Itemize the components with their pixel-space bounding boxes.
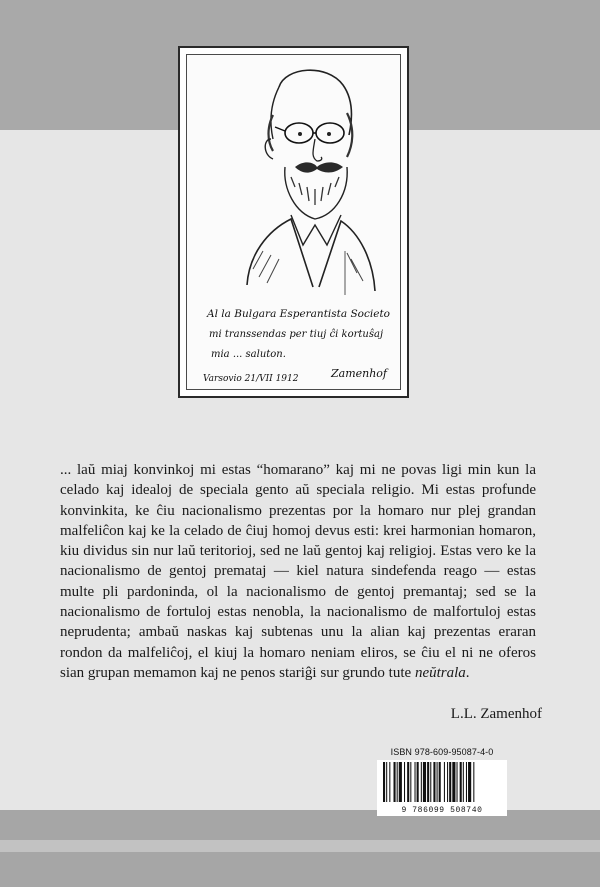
barcode-bar bbox=[399, 762, 402, 802]
barcode bbox=[377, 760, 507, 816]
zamenhof-portrait-drawing bbox=[187, 55, 404, 393]
barcode-bar bbox=[417, 762, 419, 802]
isbn-label: ISBN 978-609-95087-4-0 bbox=[390, 747, 494, 757]
dedication-signature: Zamenhof bbox=[331, 367, 388, 380]
quote-text-end: . bbox=[465, 664, 470, 681]
barcode-bar bbox=[463, 762, 464, 802]
barcode-bar bbox=[407, 762, 409, 802]
barcode-bar bbox=[439, 762, 441, 802]
barcode-bar bbox=[447, 762, 448, 802]
barcode-bar bbox=[394, 762, 396, 802]
barcode-bar bbox=[427, 762, 429, 802]
barcode-bar bbox=[449, 762, 451, 802]
barcode-bar bbox=[430, 762, 431, 802]
barcode-bar bbox=[397, 762, 398, 802]
dedication-line-3: mia ... saluton. bbox=[211, 349, 286, 360]
barcode-bar bbox=[415, 762, 416, 802]
barcode-bar bbox=[421, 762, 422, 802]
barcode-bar bbox=[386, 762, 387, 802]
barcode-bar bbox=[468, 762, 471, 802]
dedication-line-2: mi transsendas per tiuj ĉi kortuŝaj bbox=[209, 329, 384, 340]
barcode-bar bbox=[437, 762, 438, 802]
quote-text-main: ... laŭ miaj konvinkoj mi estas “homarano” kaj mi ne povas ligi min kun la celado kaj idealoj de speciala gento aŭ speciala religio. Mi estas profunde konvinkita, ke ĉiu nacionalismo prezentas por la homaro nur plej grandan malfeliĉon kaj ke la celado de ĉiuj homoj devus esti: krei harmonian homaron, kiu dividus sin nur laŭ teritorioj, sed ne laŭ gentoj kaj religioj. Estas vero ke la nacionalismo de gentoj premataj — kiel natura sindefenda reago — estas multe pli pardoninda, ol la nacionalismo de gentoj premantaj; sed se la nacionalismo de fortuloj estas nenobla, la nacionalismo de malfortuloj estas neprudenta; ambaŭ naskas kaj subtenas unu la alian kaj prezentas eraran rondon da malfeliĉoj, el kiuj la homaro neniam eliros, se ĉiu el ni ne oferos sian grupan memamon kaj ne penos stariĝi sur grundo tute bbox=[60, 462, 536, 681]
barcode-bar bbox=[460, 762, 462, 802]
barcode-bar bbox=[473, 762, 474, 802]
barcode-bar bbox=[457, 762, 458, 802]
author-name: L.L. Zamenhof bbox=[450, 706, 542, 722]
quote-text bbox=[60, 460, 536, 683]
barcode-bar bbox=[433, 762, 435, 802]
barcode-bar bbox=[383, 762, 385, 802]
portrait-card bbox=[186, 54, 401, 390]
quote-italic-word: neŭtrala bbox=[414, 664, 466, 681]
barcode-bar bbox=[466, 762, 467, 802]
quote-paragraph bbox=[60, 460, 536, 683]
portrait-frame bbox=[178, 46, 409, 398]
barcode-bar bbox=[389, 762, 390, 802]
dedication-line-1: Al la Bulgara Esperantista Societo bbox=[207, 308, 390, 320]
barcode-bar bbox=[423, 762, 426, 802]
barcode-bar bbox=[444, 762, 445, 802]
barcode-bar bbox=[452, 762, 455, 802]
barcode-bars bbox=[377, 762, 507, 806]
barcode-digits: 9 786099 508740 bbox=[401, 806, 483, 815]
barcode-bar bbox=[410, 762, 411, 802]
isbn-block bbox=[377, 747, 507, 816]
bottom-stripe bbox=[0, 840, 600, 852]
barcode-bar bbox=[404, 762, 405, 802]
dedication-place-date: Varsovio 21/VII 1912 bbox=[203, 374, 299, 384]
